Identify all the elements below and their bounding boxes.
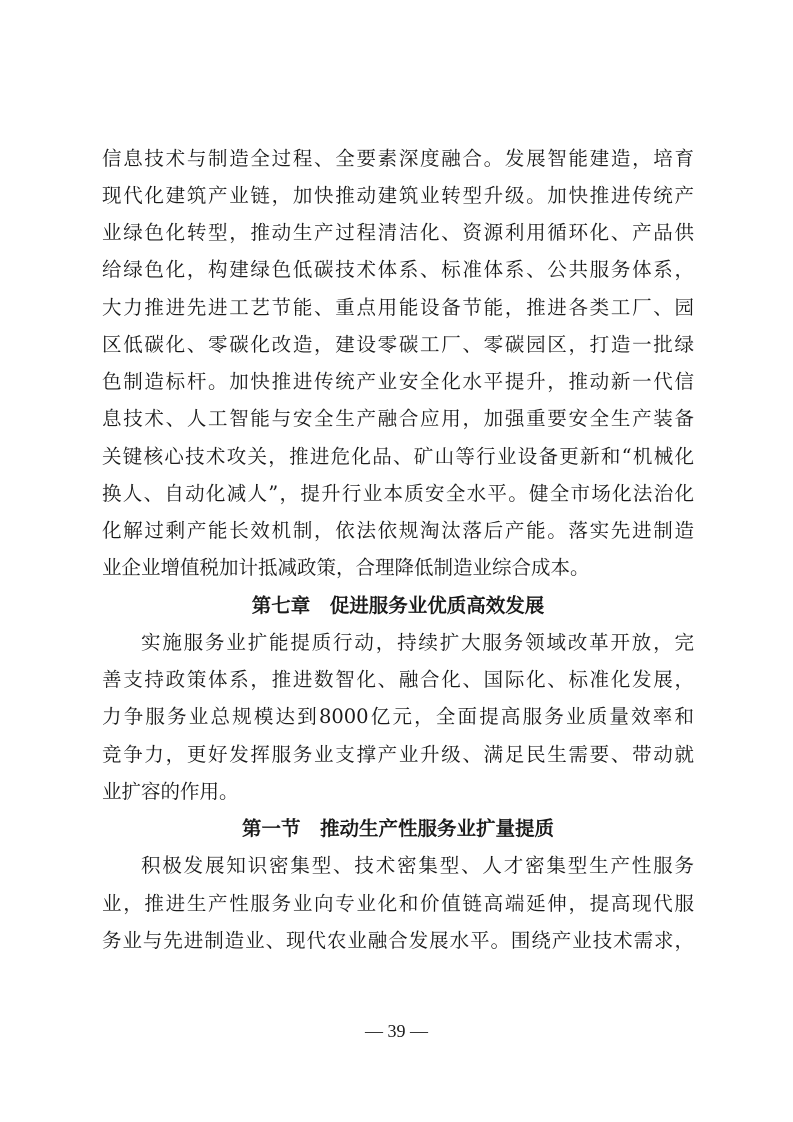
paragraph-line: 业，推进生产性服务业向专业化和价值链高端延伸，提高现代服 bbox=[102, 892, 694, 915]
paragraph-line: 信息技术与制造全过程、全要素深度融合。发展智能建造，培育 bbox=[102, 147, 694, 170]
paragraph-line: 给绿色化，构建绿色低碳技术体系、标准体系、公共服务体系， bbox=[102, 258, 694, 281]
paragraph-line: 业扩容的作用。 bbox=[102, 780, 239, 803]
paragraph-line: 换人、自动化减人”，提升行业本质安全水平。健全市场化法治化 bbox=[102, 482, 694, 505]
paragraph-line: 业企业增值税加计抵减政策，合理降低制造业综合成本。 bbox=[102, 556, 590, 579]
paragraph-line: 实施服务业扩能提质行动，持续扩大服务领域改革开放，完 bbox=[141, 631, 694, 654]
paragraph-line: 业绿色化转型，推动生产过程清洁化、资源利用循环化、产品供 bbox=[102, 221, 694, 244]
paragraph-line: 善支持政策体系，推进数智化、融合化、国际化、标准化发展， bbox=[102, 668, 694, 691]
paragraph-line: 现代化建筑产业链，加快推动建筑业转型升级。加快推进传统产 bbox=[102, 184, 694, 207]
paragraph-line: 积极发展知识密集型、技术密集型、人才密集型生产性服务 bbox=[141, 854, 694, 877]
paragraph-line: 关键核心技术攻关，推进危化品、矿山等行业设备更新和“机械化 bbox=[102, 445, 694, 468]
paragraph-line: 色制造标杆。加快推进传统产业安全化水平提升，推动新一代信 bbox=[102, 370, 694, 393]
paragraph-line: 竞争力，更好发挥服务业支撑产业升级、满足民生需要、带动就 bbox=[102, 743, 694, 766]
paragraph-line: 大力推进先进工艺节能、重点用能设备节能，推进各类工厂、园 bbox=[102, 296, 694, 319]
page-number: — 39 — bbox=[365, 1021, 428, 1041]
paragraph-line: 务业与先进制造业、现代农业融合发展水平。围绕产业技术需求， bbox=[102, 929, 694, 952]
paragraph-line: 区低碳化、零碳化改造，建设零碳工厂、零碳园区，打造一批绿 bbox=[102, 333, 694, 356]
paragraph-line: 化解过剩产能长效机制，依法依规淘汰落后产能。落实先进制造 bbox=[102, 519, 694, 542]
paragraph-line: 力争服务业总规模达到8000亿元，全面提高服务业质量效率和 bbox=[102, 705, 694, 728]
paragraph-line: 息技术、人工智能与安全生产融合应用，加强重要安全生产装备 bbox=[102, 407, 694, 430]
chapter-heading: 第七章 促进服务业优质高效发展 bbox=[251, 594, 545, 617]
section-heading: 第一节 推动生产性服务业扩量提质 bbox=[241, 817, 554, 840]
